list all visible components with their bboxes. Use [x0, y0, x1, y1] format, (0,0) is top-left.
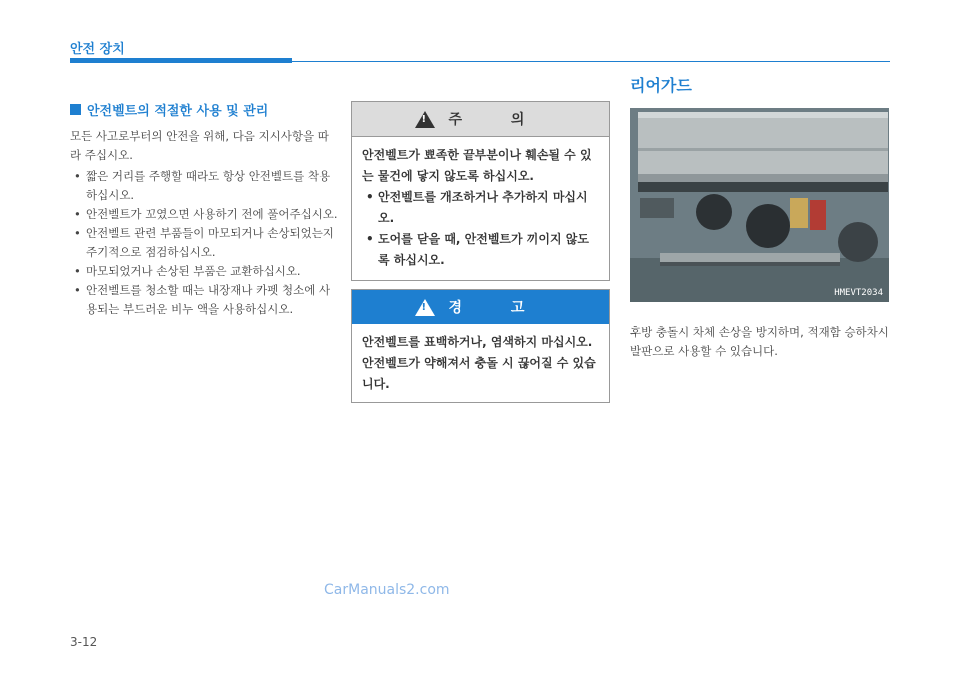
- truck-rear-illustration: [630, 108, 889, 302]
- header-rule-thin: [292, 61, 890, 62]
- square-bullet-icon: [70, 104, 81, 115]
- rear-guard-photo: [630, 108, 889, 302]
- seatbelt-care-section: [70, 100, 338, 319]
- warning-header: [352, 290, 609, 324]
- rear-guard-title: 리어가드: [630, 76, 692, 95]
- watermark: CarManuals2.com: [324, 582, 450, 598]
- page-number: 3-12: [70, 635, 98, 649]
- list-item: • 안전벨트 관련 부품들이 마모되거나 손상되었는지 주기적으로 점검하십시오.: [70, 224, 338, 262]
- warning-triangle-icon: !: [415, 299, 435, 316]
- section-title: 안전벨트의 적절한 사용 및 관리: [70, 100, 338, 119]
- caution-heading: 주 의: [448, 112, 547, 128]
- header-rule-thick: [70, 58, 292, 63]
- list-item: • 안전벨트를 청소할 때는 내장재나 카펫 청소에 사용되는 부드러운 비누 액을 사용하십시오.: [70, 281, 338, 319]
- caution-bullet-list: [362, 187, 599, 271]
- warning-box: [351, 289, 610, 403]
- caution-header: [352, 102, 609, 137]
- list-item: • 도어를 닫을 때, 안전벨트가 끼이지 않도록 하십시오.: [362, 229, 599, 271]
- warning-text: 안전벨트를 표백하거나, 염색하지 마십시오. 안전벨트가 약해져서 충돌 시 끊어질 수 있습니다.: [362, 335, 596, 391]
- warning-heading: 경 고: [448, 300, 547, 316]
- list-item: • 안전벨트가 꼬였으면 사용하기 전에 풀어주십시오.: [70, 205, 338, 224]
- intro-text: 모든 사고로부터의 안전을 위해, 다음 지시사항을 따라 주십시오.: [70, 129, 329, 162]
- caution-box: [351, 101, 610, 281]
- caution-text: 안전벨트가 뾰족한 끝부분이나 훼손될 수 있는 물건에 닿지 않도록 하십시오.: [362, 148, 592, 183]
- care-bullet-list: [70, 167, 338, 319]
- warning-triangle-icon: !: [415, 111, 435, 128]
- image-code: HMEVT2034: [834, 288, 883, 298]
- list-item: • 짧은 거리를 주행할 때라도 항상 안전벨트를 착용하십시오.: [70, 167, 338, 205]
- rear-guard-description: 후방 충돌시 차체 손상을 방지하며, 적재함 승하차시 발판으로 사용할 수 있습니다.: [630, 325, 889, 358]
- list-item: • 마모되었거나 손상된 부품은 교환하십시오.: [70, 262, 338, 281]
- list-item: • 안전벨트를 개조하거나 추가하지 마십시오.: [362, 187, 599, 229]
- section-header: 안전 장치: [70, 42, 125, 57]
